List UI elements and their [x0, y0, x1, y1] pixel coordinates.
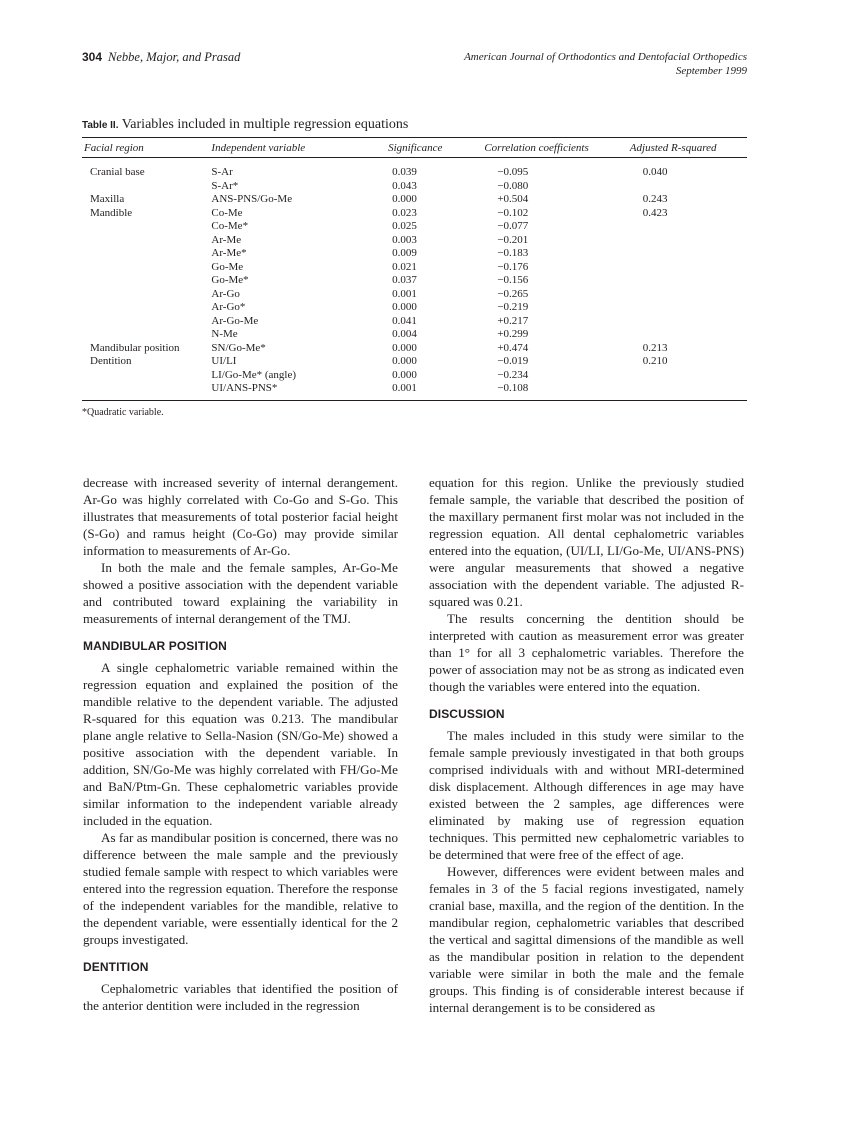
table-caption: [82, 116, 747, 135]
table-label: Table II.: [82, 120, 119, 131]
facial-region-cell: [82, 369, 211, 383]
adjusted-r2-cell: [630, 301, 747, 315]
table-row: [82, 193, 747, 207]
significance-cell: 0.001: [388, 382, 484, 400]
adjusted-r2-cell: [630, 247, 747, 261]
table-body: [82, 158, 747, 401]
correlation-cell: −0.077: [497, 220, 529, 232]
table-row: [82, 158, 747, 180]
significance-cell: 0.025: [392, 220, 417, 232]
facial-region-cell: Mandibular position: [90, 341, 180, 354]
adjusted-r2-cell: [630, 220, 747, 234]
significance-cell: 0.003: [392, 233, 417, 246]
table-row: [82, 247, 747, 261]
correlation-cell: −0.156: [497, 274, 529, 286]
table-footnote: *Quadratic variable.: [82, 406, 164, 418]
table-row: [82, 328, 747, 342]
adjusted-r2-cell: 0.423: [642, 206, 668, 219]
table-row: [82, 261, 747, 275]
facial-region-cell: [82, 261, 211, 275]
significance-cell: 0.043: [392, 179, 417, 192]
adjusted-r2-cell: 0.243: [642, 193, 668, 205]
issue-date: September 1999: [675, 65, 747, 77]
table-row: [82, 382, 747, 400]
significance-cell: 0.037: [392, 274, 417, 286]
table-row: [82, 220, 747, 234]
correlation-cell: −0.019: [497, 355, 529, 367]
correlation-cell: −0.234: [497, 368, 529, 381]
facial-region-cell: [82, 315, 211, 329]
correlation-cell: +0.474: [497, 341, 529, 354]
col-header-significance: Significance: [388, 138, 484, 158]
independent-variable-cell: ANS-PNS/Go-Me: [211, 193, 293, 205]
table-row: [82, 342, 747, 356]
adjusted-r2-cell: [630, 315, 747, 329]
correlation-cell: −0.102: [497, 206, 529, 219]
journal-name: American Journal of Orthodontics and Dentofacial Orthopedics: [464, 51, 747, 63]
significance-cell: 0.000: [392, 193, 417, 205]
adjusted-r2-cell: [630, 288, 747, 302]
table-row: [82, 234, 747, 248]
facial-region-cell: Maxilla: [90, 193, 125, 205]
header-right: [464, 50, 747, 78]
facial-region-cell: [82, 247, 211, 261]
paragraph: The results concerning the dentition should be interpreted with caution as measurement error was greater than 1° for all 3 cephalometric variables. Therefore the power of association may not be as strong as indicated even though the variables were entered into the equation.: [429, 611, 744, 694]
correlation-cell: −0.183: [497, 247, 529, 259]
regression-table: [82, 137, 747, 401]
significance-cell: 0.000: [392, 301, 417, 313]
running-header: [82, 50, 747, 90]
paragraph: Cephalometric variables that identified the position of the anterior dentition were included in the regression: [83, 981, 398, 1013]
significance-cell: 0.009: [392, 247, 417, 259]
facial-region-cell: [82, 301, 211, 315]
paragraph: As far as mandibular position is concerned, there was no difference between the male sample and the previously studied female sample with respect to which variables were entered into the regression equation. Therefore the response of the independent variables for the mandible, relative to the dependent variable, were essentially identical for the 2 groups investigated.: [83, 830, 398, 947]
section-heading-discussion: DISCUSSION: [429, 707, 505, 721]
paragraph: However, differences were evident between males and females in 3 of the 5 facial regions investigated, namely cranial base, maxilla, and the region of the dentition. In the mandibular region, cephalometric variables that described the vertical and sagittal dimensions of the mandible as well as the mandibular position in relation to the dependent variable were similar in both the male and the female groups. This finding is of considerable interest because if internal derangement is to be considered as: [429, 864, 744, 1015]
facial-region-cell: [82, 382, 211, 400]
col-header-correlation: Correlation coefficients: [484, 138, 629, 158]
significance-cell: 0.021: [392, 260, 417, 273]
adjusted-r2-cell: 0.213: [642, 341, 668, 354]
independent-variable-cell: N-Me: [211, 328, 238, 340]
section-heading-mandibular-position: MANDIBULAR POSITION: [83, 639, 227, 653]
paragraph: decrease with increased severity of internal derangement. Ar-Go was highly correlated with Co-Go and S-Go. This illustrates that measurements of total posterior facial height (S-Go) and ramus height (Co-Go) may provide similar information to measurements of Ar-Go.: [83, 475, 398, 558]
regression-table-block: [82, 116, 747, 418]
adjusted-r2-cell: [630, 274, 747, 288]
significance-cell: 0.001: [392, 287, 417, 300]
section-heading-dentition: DENTITION: [83, 960, 149, 974]
correlation-cell: +0.299: [497, 328, 529, 340]
table-row: [82, 180, 747, 194]
independent-variable-cell: Go-Me: [211, 260, 244, 273]
facial-region-cell: [82, 328, 211, 342]
col-header-facial-region: Facial region: [82, 138, 211, 158]
independent-variable-cell: Ar-Go-Me: [211, 314, 259, 327]
facial-region-cell: Dentition: [90, 355, 132, 367]
correlation-cell: +0.217: [497, 314, 529, 327]
significance-cell: 0.000: [392, 341, 417, 354]
correlation-cell: −0.095: [497, 166, 529, 178]
independent-variable-cell: Ar-Go: [211, 287, 240, 300]
table-row: [82, 274, 747, 288]
table-title: Variables included in multiple regression equations: [121, 117, 409, 132]
paragraph: The males included in this study were similar to the female sample previously investigated in that both groups comprised individuals with and without MRI-determined disk displacement. Although differences in age may have existed between the 2 samples, age differences were eliminated by making use of regression equation techniques. This permitted new cephalometric variables to be determined that were free of the effect of age.: [429, 728, 744, 862]
adjusted-r2-cell: 0.210: [642, 355, 668, 367]
paragraph: equation for this region. Unlike the previously studied female sample, the variable that described the position of the maxillary permanent first molar was not included in the regression equation. All dental cephalometric variables entered into the equation, (UI/LI, LI/Go-Me, UI/ANS-PNS) were angular measurements that showed a negative association with the dependent variable. The adjusted R-squared was 0.21.: [429, 475, 744, 609]
adjusted-r2-cell: [630, 369, 747, 383]
table-row: [82, 369, 747, 383]
col-header-independent-variable: Independent variable: [211, 138, 388, 158]
page-number: 304: [82, 50, 103, 64]
table-row: [82, 301, 747, 315]
correlation-cell: −0.201: [497, 233, 529, 246]
independent-variable-cell: S-Ar: [211, 166, 233, 178]
independent-variable-cell: Co-Me*: [211, 220, 249, 232]
facial-region-cell: Cranial base: [90, 166, 145, 178]
significance-cell: 0.039: [392, 166, 417, 178]
table-row: [82, 207, 747, 221]
correlation-cell: −0.108: [484, 382, 629, 400]
facial-region-cell: Mandible: [90, 206, 133, 219]
correlation-cell: −0.080: [497, 179, 529, 192]
significance-cell: 0.041: [392, 314, 417, 327]
table-row: [82, 315, 747, 329]
independent-variable-cell: SN/Go-Me*: [211, 341, 266, 354]
significance-cell: 0.023: [392, 206, 417, 219]
facial-region-cell: [82, 288, 211, 302]
table-header-row: [82, 138, 747, 158]
adjusted-r2-cell: [630, 180, 747, 194]
adjusted-r2-cell: 0.040: [642, 166, 668, 178]
adjusted-r2-cell: [630, 234, 747, 248]
significance-cell: 0.004: [392, 328, 417, 340]
independent-variable-cell: UI/LI: [211, 355, 237, 367]
text-column-right: [429, 474, 744, 1016]
author-names: Nebbe, Major, and Prasad: [108, 50, 241, 64]
independent-variable-cell: Ar-Go*: [211, 301, 246, 313]
text-column-left: [83, 474, 398, 1014]
independent-variable-cell: UI/ANS-PNS*: [211, 382, 388, 400]
facial-region-cell: [82, 220, 211, 234]
independent-variable-cell: S-Ar*: [211, 179, 239, 192]
paragraph: A single cephalometric variable remained within the regression equation and explained the position of the mandible relative to the dependent variable. The adjusted R-squared for this equation was 0.213. The mandibular plane angle relative to Sella-Nasion (SN/Go-Me) showed a positive association with the dependent variable. In addition, SN/Go-Me was highly correlated with FH/Go-Me and BaN/Ptm-Gn. These cephalometric variables provide similar information to the independent variable already included in the equation.: [83, 660, 398, 828]
correlation-cell: +0.504: [497, 193, 529, 205]
table-row: [82, 355, 747, 369]
independent-variable-cell: Go-Me*: [211, 274, 249, 286]
correlation-cell: −0.265: [497, 287, 529, 300]
adjusted-r2-cell: [630, 261, 747, 275]
paragraph: In both the male and the female samples, Ar-Go-Me showed a positive association with the dependent variable and contributed toward explaining the variability in measurements of internal derangement of the TMJ.: [83, 560, 398, 626]
significance-cell: 0.000: [392, 368, 417, 381]
table-row: [82, 288, 747, 302]
independent-variable-cell: Ar-Me: [211, 233, 242, 246]
adjusted-r2-cell: [630, 382, 747, 400]
adjusted-r2-cell: [630, 328, 747, 342]
independent-variable-cell: Ar-Me*: [211, 247, 247, 259]
facial-region-cell: [82, 180, 211, 194]
facial-region-cell: [82, 274, 211, 288]
correlation-cell: −0.219: [497, 301, 529, 313]
independent-variable-cell: Co-Me: [211, 206, 243, 219]
header-left: [82, 50, 240, 65]
significance-cell: 0.000: [392, 355, 417, 367]
independent-variable-cell: LI/Go-Me* (angle): [211, 368, 297, 381]
col-header-adjusted-r2: Adjusted R-squared: [630, 138, 747, 158]
correlation-cell: −0.176: [497, 260, 529, 273]
facial-region-cell: [82, 234, 211, 248]
